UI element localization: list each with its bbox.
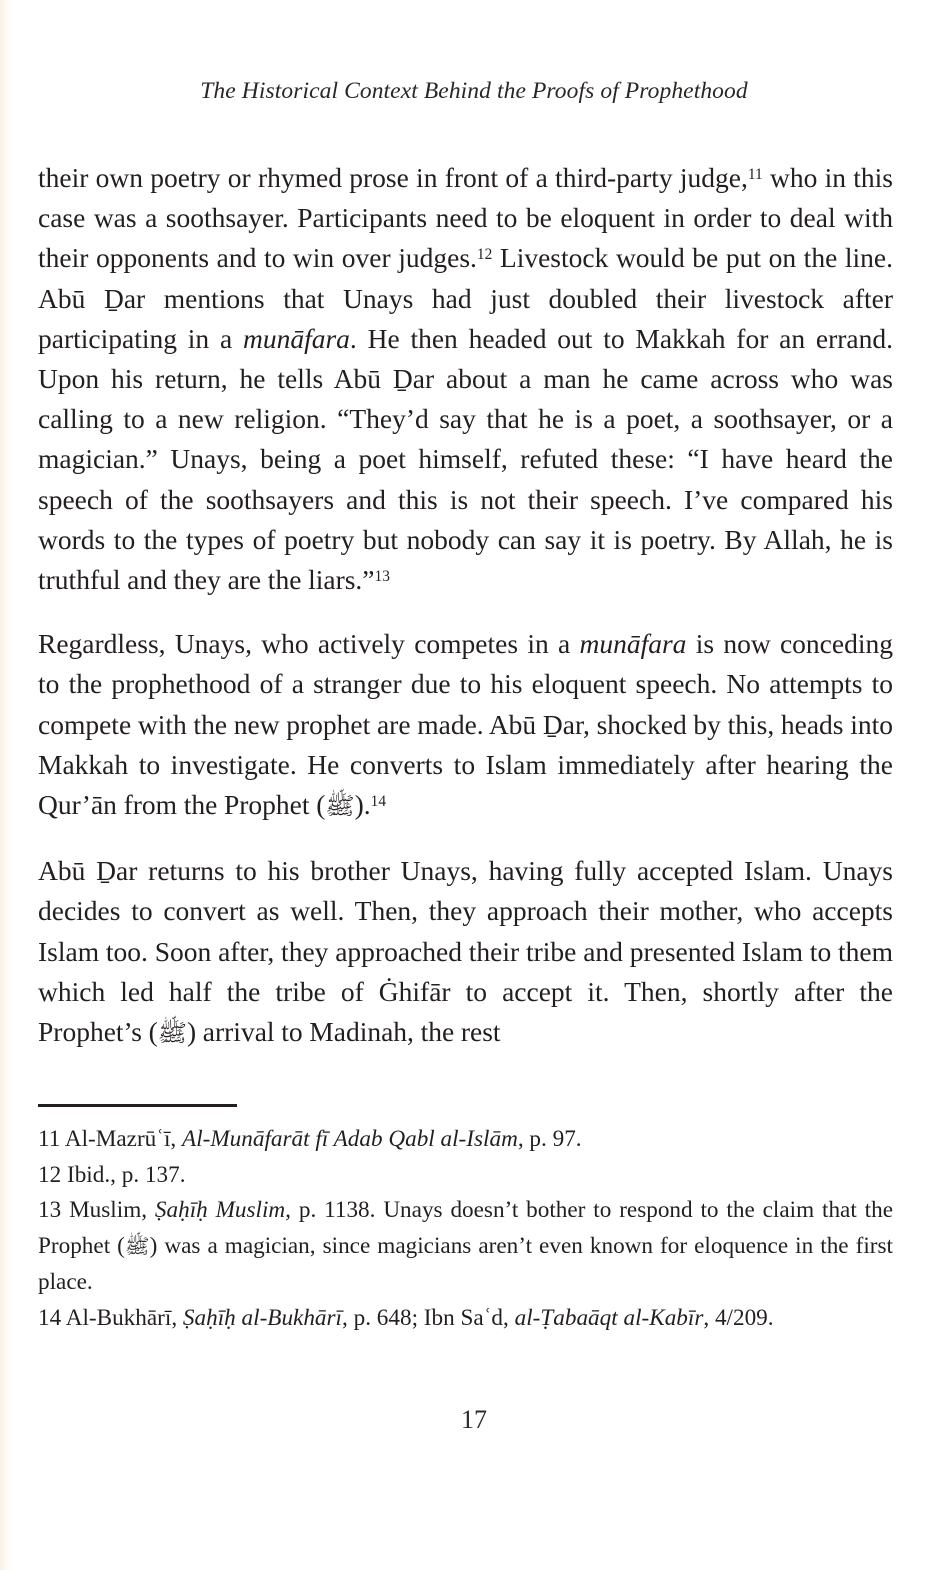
page-number: 17 <box>461 1405 487 1434</box>
footnote-14: 14 Al-Bukhārī, Ṣaḥīḥ al-Bukhārī, p. 648; Ibn Saʿd, al-Ṭabaāqt al-Kabīr, 4/209. <box>38 1304 774 1331</box>
footnote-block <box>38 1122 893 1336</box>
running-head: The Historical Context Behind the Proofs of Prophethood <box>200 78 748 104</box>
footnote-separator-rule <box>38 1104 237 1107</box>
body-paragraph-2: Regardless, Unays, who actively competes in a munāfara is now conceding to the prophethood of a stranger due to his eloquent speech. No attempts to compete with the new prophet are made. Abū Ḏar, shocked by this, heads into Makkah to investigate. He converts to Islam immediately after hearing the Qur’ān from the Prophet (ﷺ).$^{14}$ <box>38 628 893 821</box>
footnote-12: 12 Ibid., p. 137. <box>38 1161 186 1188</box>
footnote-13: 13 Muslim, Ṣaḥīḥ Muslim, p. 1138. Unays doesn’t bother to respond to the claim that the Prophet (ﷺ) was a magician, since magicians aren’t even known for eloquence in the first place. <box>38 1197 893 1295</box>
scan-edge-gradient <box>0 0 14 1570</box>
body-paragraph-3: Abū Ḏar returns to his brother Unays, having fully accepted Islam. Unays decides to convert as well. Then, they approach their mother, who accepts Islam too. Soon after, they approached their tribe and presented Islam to them which led half the tribe of Ġhifār to accept it. Then, shortly after the Prophet’s (ﷺ) arrival to Madinah, the rest <box>38 855 893 1048</box>
body-paragraph-1: their own poetry or rhymed prose in front of a third-party judge,$^{11}$ who in this case was a soothsayer. Participants need to be eloquent in order to deal with their opponents and to win over judges.$^{12}$ Livestock would be put on the line. Abū Ḏar mentions that Unays had just doubled their livestock after participating in a munāfara. He then headed out to Makkah for an errand. Upon his return, he tells Abū Ḏar about a man he came across who was calling to a new religion. “They’d say that he is a poet, a soothsayer, or a magician.” Unays, being a poet himself, refuted these: “I have heard the speech of the soothsayers and this is not their speech. I’ve compared his words to the types of poetry but nobody can say it is poetry. By Allah, he is truthful and they are the liars.”$^{13}$ <box>38 162 893 596</box>
body-text-block <box>38 158 893 1054</box>
footnote-11: 11 Al-Mazrūʿī, Al-Munāfarāt fī Adab Qabl al-Islām, p. 97. <box>38 1126 582 1152</box>
